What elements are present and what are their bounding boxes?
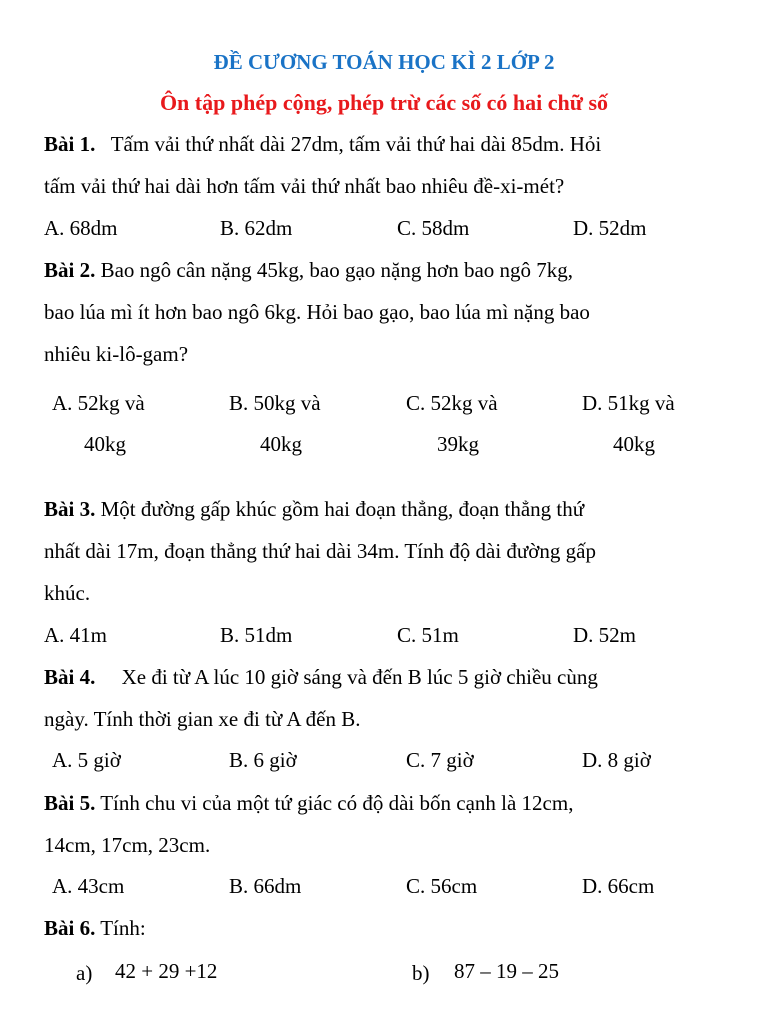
q4-option-d: D. 8 giờ [582,748,651,772]
q5-option-a: A. 43cm [52,874,125,898]
q1-label: Bài 1. [44,132,96,156]
q3-text1: Một đường gấp khúc gồm hai đoạn thẳng, đoạn thẳng thứ [100,497,585,521]
q6-line1 [44,916,744,941]
q3-option-c: C. 51m [397,623,459,647]
q6-b-label: b) [412,961,430,985]
q3-option-d: D. 52m [573,623,636,647]
q2-option-a: A. 52kg và [52,391,145,415]
q1-option-b: B. 62dm [220,216,293,240]
q1-option-c: C. 58dm [397,216,470,240]
q2-label: Bài 2. [44,258,96,282]
q4-label: Bài 4. [44,665,96,689]
q5-text2: 14cm, 17cm, 23cm. [44,833,211,857]
q6-label: Bài 6. [44,916,96,940]
q2-option-b: B. 50kg và [229,391,321,415]
q2-option-b-cont: 40kg [260,432,302,456]
q3-label: Bài 3. [44,497,96,521]
q4-text1: Xe đi từ A lúc 10 giờ sáng và đến B lúc 5 giờ chiều cùng [121,665,598,689]
q3-text2: nhất dài 17m, đoạn thẳng thứ hai dài 34m. Tính độ dài đường gấp [44,539,596,563]
q2-text3: nhiêu ki-lô-gam? [44,342,189,366]
q4-option-b: B. 6 giờ [229,748,297,772]
q5-option-c: C. 56cm [406,874,478,898]
q4-text2: ngày. Tính thời gian xe đi từ A đến B. [44,707,361,731]
q5-option-b: B. 66dm [229,874,302,898]
q1-text2: tấm vải thứ hai dài hơn tấm vải thứ nhất bao nhiêu đề-xi-mét? [44,174,565,198]
q4-option-c: C. 7 giờ [406,748,474,772]
q2-option-c: C. 52kg và [406,391,498,415]
q3-text3: khúc. [44,581,91,605]
q4-line1 [44,665,744,690]
q5-line1 [44,791,744,816]
q6-a-expr: 42 + 29 +12 [115,959,218,983]
q2-option-c-cont: 39kg [437,432,479,456]
q2-option-a-cont: 40kg [84,432,126,456]
q1-option-a: A. 68dm [44,216,118,240]
q1-line1 [44,132,744,157]
q3-option-a: A. 41m [44,623,107,647]
q6-b-expr: 87 – 19 – 25 [454,959,559,983]
q2-line1 [44,258,744,283]
q4-option-a: A. 5 giờ [52,748,121,772]
page-title: ĐỀ CƯƠNG TOÁN HỌC KÌ 2 LỚP 2 [213,50,555,74]
q1-text1: Tấm vải thứ nhất dài 27dm, tấm vải thứ hai dài 85dm. Hỏi [110,132,602,156]
q2-option-d: D. 51kg và [582,391,675,415]
q2-text2: bao lúa mì ít hơn bao ngô 6kg. Hỏi bao gạo, bao lúa mì nặng bao [44,300,590,324]
q5-label: Bài 5. [44,791,96,815]
page-subtitle: Ôn tập phép cộng, phép trừ các số có hai chữ số [159,90,609,115]
q3-option-b: B. 51dm [220,623,293,647]
q3-line1 [44,497,744,522]
q5-text1: Tính chu vi của một tứ giác có độ dài bốn cạnh là 12cm, [100,791,574,815]
q6-a-label: a) [76,961,93,985]
q2-text1: Bao ngô cân nặng 45kg, bao gạo nặng hơn bao ngô 7kg, [100,258,574,282]
q2-option-d-cont: 40kg [613,432,655,456]
q6-text1: Tính: [100,916,146,940]
q5-option-d: D. 66cm [582,874,655,898]
q1-option-d: D. 52dm [573,216,647,240]
